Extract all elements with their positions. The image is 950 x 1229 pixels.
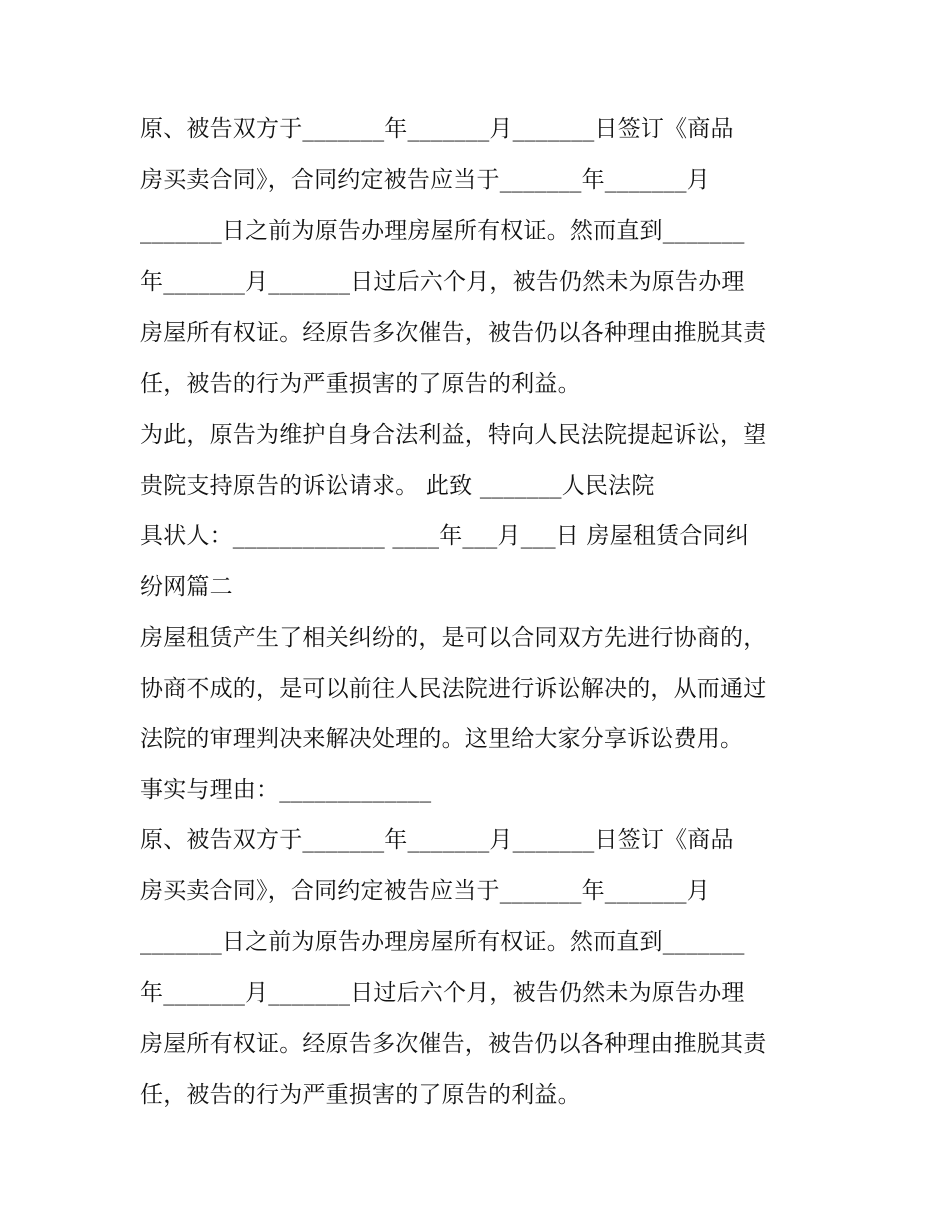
paragraph-line: _______日之前为原告办理房屋所有权证。然而直到_______ — [140, 929, 745, 955]
paragraph-line: 房屋所有权证。经原告多次催告，被告仍以各种理由推脱其责 — [140, 1031, 767, 1057]
paragraph-line: 原、被告双方于_______年_______月_______日签订《商品 — [140, 827, 734, 853]
paragraph-line: 原、被告双方于_______年_______月_______日签订《商品 — [140, 116, 734, 142]
paragraph-line: _______日之前为原告办理房屋所有权证。然而直到_______ — [140, 218, 745, 244]
paragraph-line: 房屋所有权证。经原告多次催告，被告仍以各种理由推脱其责 — [140, 320, 767, 346]
paragraph-line: 年_______月_______日过后六个月，被告仍然未为原告办理 — [140, 269, 745, 295]
paragraph-line: 房屋租赁产生了相关纠纷的，是可以合同双方先进行协商的， — [140, 625, 767, 651]
paragraph-line: 任，被告的行为严重损害的了原告的利益。 — [140, 1082, 581, 1108]
paragraph-line: 年_______月_______日过后六个月，被告仍然未为原告办理 — [140, 980, 745, 1006]
paragraph-line: 为此，原告为维护自身合法利益，特向人民法院提起诉讼，望 — [140, 422, 767, 448]
paragraph-line: 贵院支持原告的诉讼请求。 此致 _______人民法院 — [140, 473, 655, 499]
paragraph-line: 任，被告的行为严重损害的了原告的利益。 — [140, 371, 581, 397]
paragraph-line: 事实与理由：_____________ — [140, 777, 432, 803]
paragraph-line: 法院的审理判决来解决处理的。这里给大家分享诉讼费用。 — [140, 726, 744, 752]
paragraph-line: 协商不成的，是可以前往人民法院进行诉讼解决的，从而通过 — [140, 676, 767, 702]
paragraph-line: 房买卖合同》，合同约定被告应当于_______年_______月 — [140, 167, 710, 193]
section-heading: 纷网篇二 — [140, 574, 233, 600]
paragraph-line: 房买卖合同》，合同约定被告应当于_______年_______月 — [140, 878, 710, 904]
paragraph-line: 具状人：_____________ ____年___月___日 房屋租赁合同纠 — [140, 523, 749, 549]
